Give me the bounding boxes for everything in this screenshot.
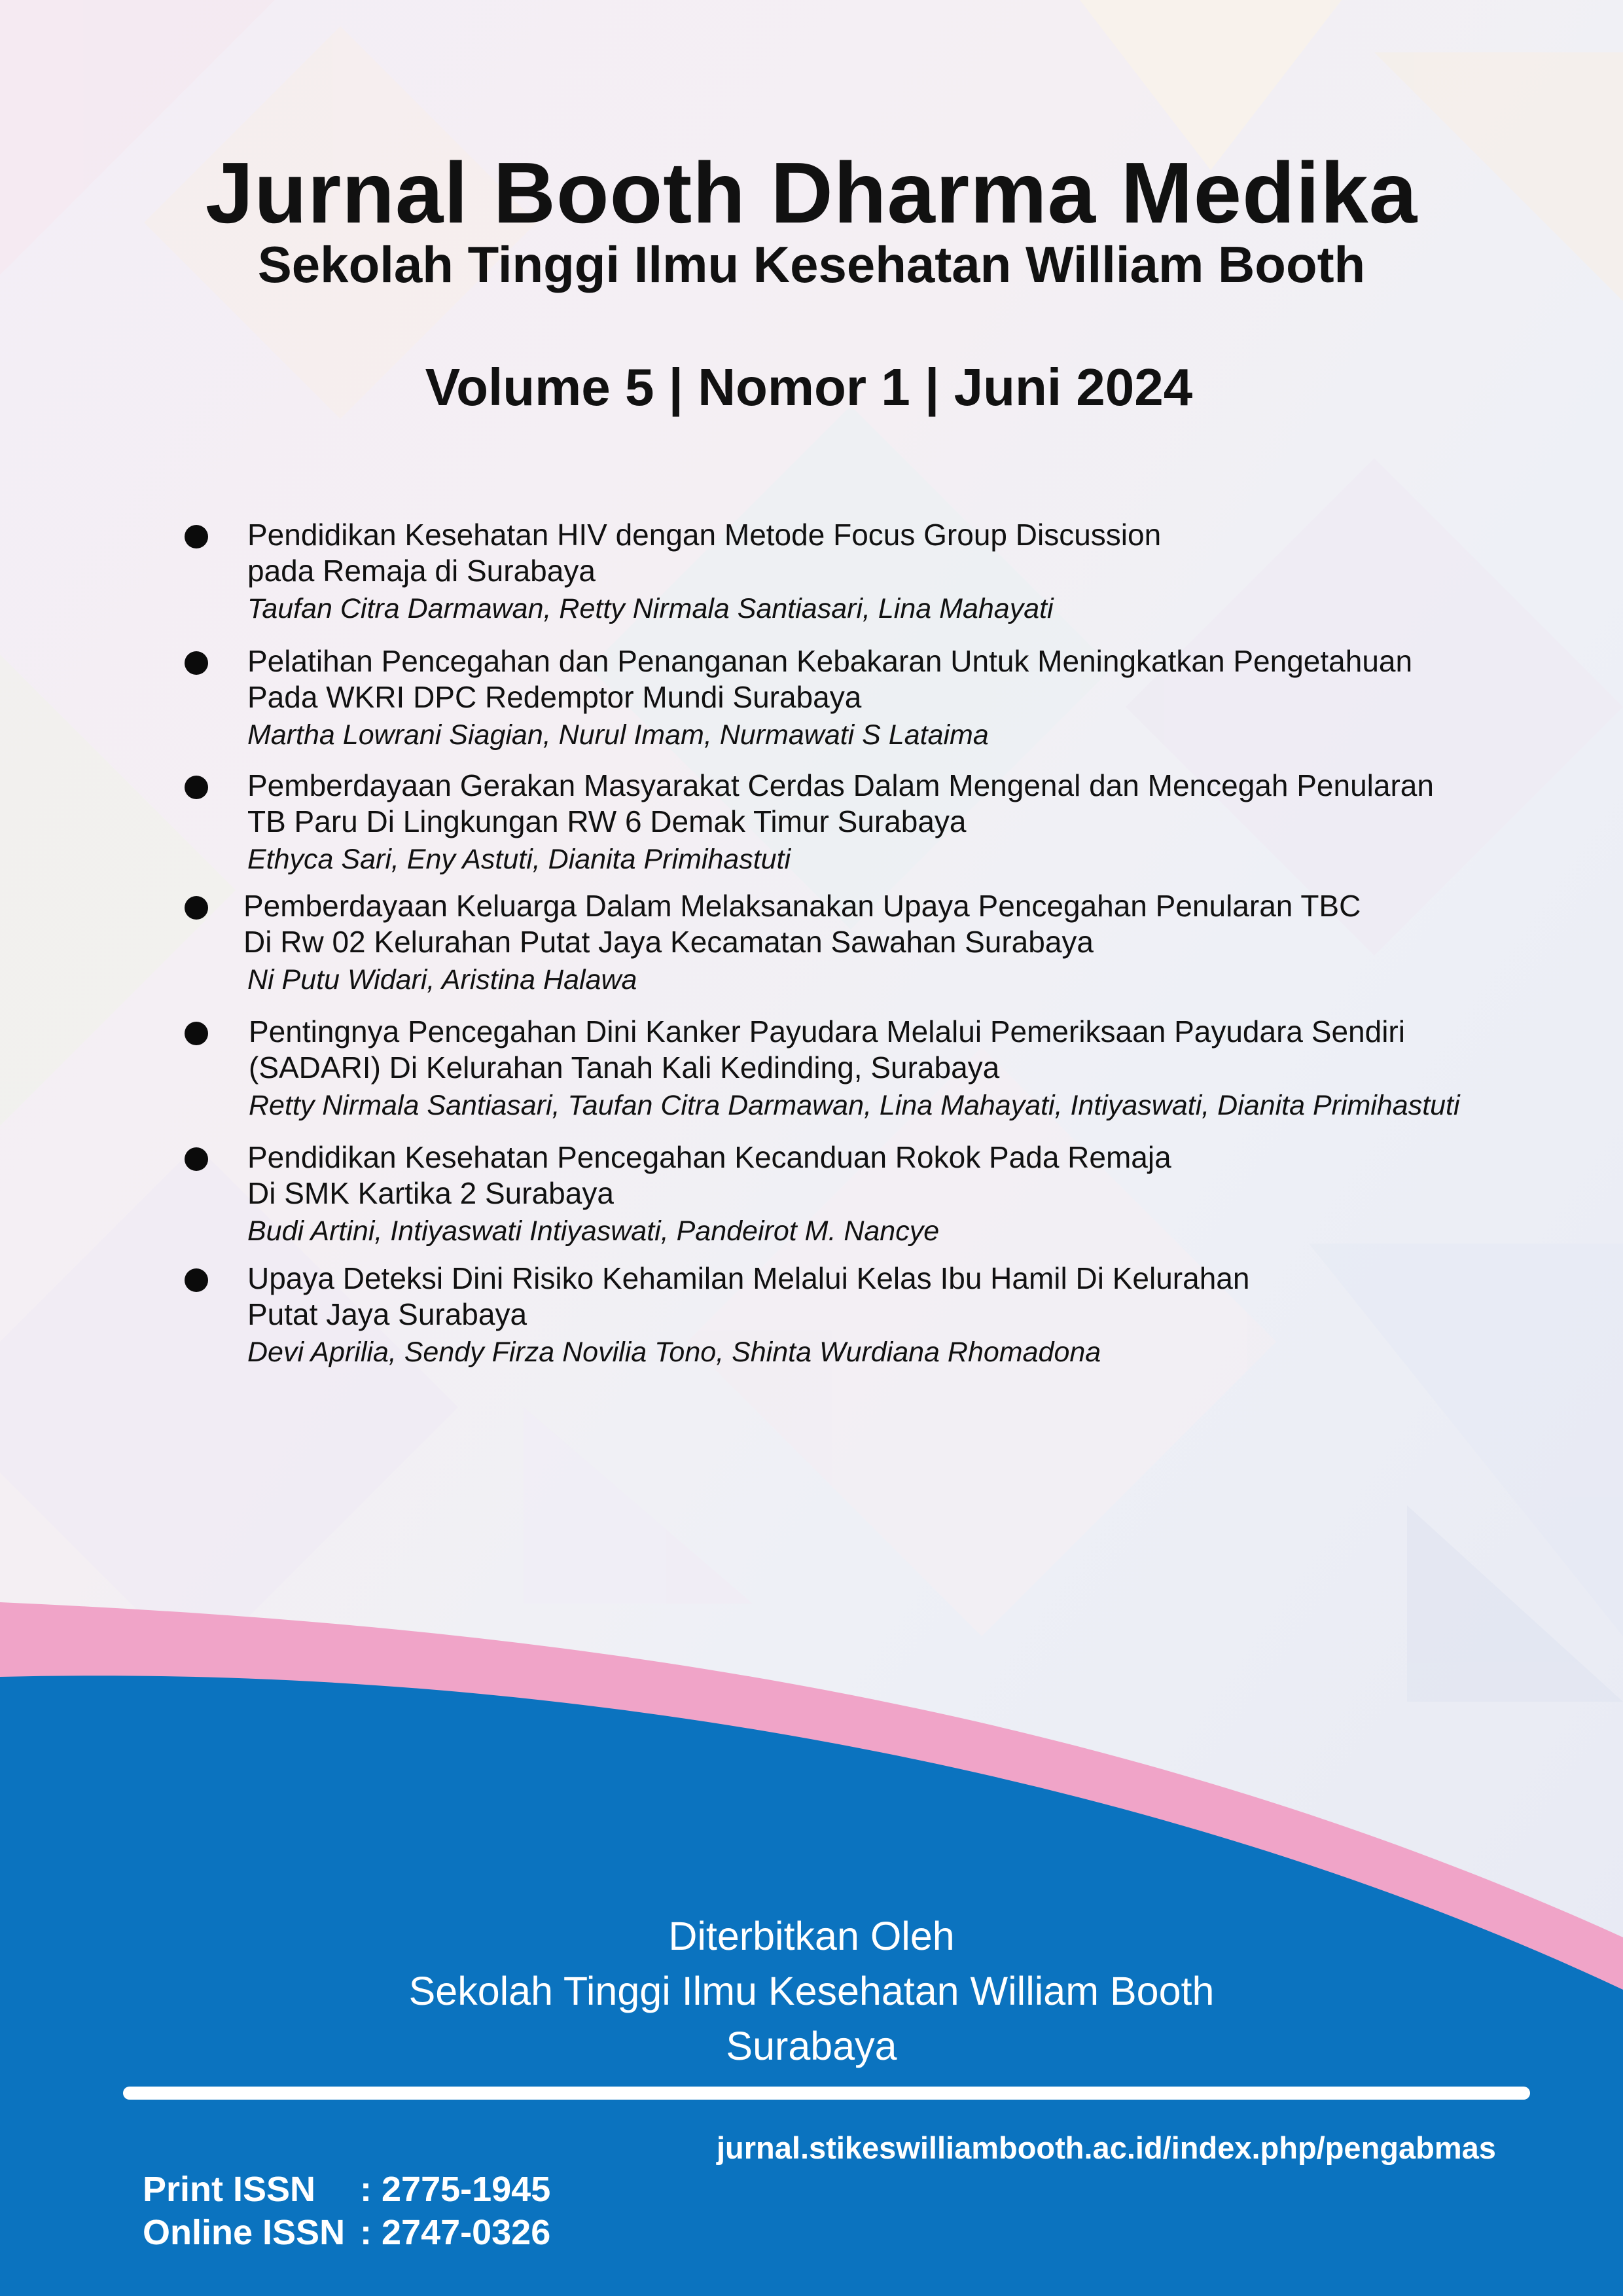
article-authors: Devi Aprilia, Sendy Firza Novilia Tono, Shinta Wurdiana Rhomadona (247, 1336, 1101, 1368)
article-title-line: Pendidikan Kesehatan HIV dengan Metode Focus Group Discussion (247, 518, 1162, 552)
article-title-line: Di SMK Kartika 2 Surabaya (247, 1176, 614, 1210)
issue-info: Volume 5 | Nomor 1 | Juni 2024 (425, 358, 1193, 416)
bullet-icon (185, 1147, 208, 1171)
article-title (243, 888, 1585, 960)
publisher-city: Surabaya (726, 2024, 897, 2068)
article-title-line: Pemberdayaan Gerakan Masyarakat Cerdas Dalam Mengenal dan Mencegah Penularan (247, 768, 1434, 802)
bullet-icon (185, 525, 208, 548)
bullet-icon (185, 776, 208, 799)
journal-title: Jurnal Booth Dharma Medika (205, 145, 1418, 241)
article-title (247, 1139, 1589, 1211)
journal-url-link[interactable]: jurnal.stikeswilliambooth.ac.id/index.php/pengabmas (717, 2130, 1496, 2165)
article-title-line: Pendidikan Kesehatan Pencegahan Kecanduan Rokok Pada Remaja (247, 1140, 1171, 1174)
bullet-icon (185, 1022, 208, 1045)
article-authors: Retty Nirmala Santiasari, Taufan Citra Darmawan, Lina Mahayati, Intiyaswati, Dianita Primihastuti (249, 1090, 1460, 1121)
article-title (247, 1261, 1589, 1333)
article-authors: Ethyca Sari, Eny Astuti, Dianita Primihastuti (247, 844, 791, 875)
article-authors: Budi Artini, Intiyaswati Intiyaswati, Pandeirot M. Nancye (247, 1215, 940, 1247)
article-authors: Ni Putu Widari, Aristina Halawa (247, 964, 637, 996)
article-title (247, 643, 1589, 715)
article-title-line: Pada WKRI DPC Redemptor Mundi Surabaya (247, 680, 862, 714)
article-title-line: Pelatihan Pencegahan dan Penanganan Kebakaran Untuk Meningkatkan Pengetahuan (247, 644, 1413, 678)
published-by-label: Diterbitkan Oleh (668, 1914, 955, 1958)
article-title (247, 768, 1589, 840)
article-title-line: Upaya Deteksi Dini Risiko Kehamilan Melalui Kelas Ibu Hamil Di Kelurahan (247, 1261, 1250, 1295)
online-issn-label: Online ISSN (143, 2213, 346, 2252)
article-title-line: TB Paru Di Lingkungan RW 6 Demak Timur Surabaya (247, 804, 967, 838)
bullet-icon (185, 896, 208, 920)
online-issn (123, 2172, 550, 2253)
print-issn-label: Print ISSN (143, 2170, 316, 2209)
article-title (249, 1014, 1590, 1086)
article-title (247, 517, 1589, 589)
article-title-line: Di Rw 02 Kelurahan Putat Jaya Kecamatan Sawahan Surabaya (243, 925, 1094, 959)
footer-divider (123, 2087, 1530, 2100)
print-issn-value: : 2775-1945 (360, 2170, 551, 2209)
article-title-line: Pentingnya Pencegahan Dini Kanker Payudara Melalui Pemeriksaan Payudara Sendiri (249, 1014, 1405, 1049)
article-title-line: Putat Jaya Surabaya (247, 1297, 527, 1331)
article-title-line: (SADARI) Di Kelurahan Tanah Kali Kedinding, Surabaya (249, 1050, 1000, 1085)
article-authors: Martha Lowrani Siagian, Nurul Imam, Nurmawati S Lataima (247, 719, 989, 751)
article-authors: Taufan Citra Darmawan, Retty Nirmala Santiasari, Lina Mahayati (247, 593, 1054, 624)
bullet-icon (185, 651, 208, 675)
bullet-icon (185, 1268, 208, 1292)
article-title-line: Pemberdayaan Keluarga Dalam Melaksanakan Upaya Pencegahan Penularan TBC (243, 889, 1361, 923)
publisher-name: Sekolah Tinggi Ilmu Kesehatan William Booth (408, 1969, 1215, 2013)
institution-subtitle: Sekolah Tinggi Ilmu Kesehatan William Booth (257, 236, 1366, 293)
article-title-line: pada Remaja di Surabaya (247, 554, 596, 588)
online-issn-value: : 2747-0326 (360, 2213, 551, 2252)
